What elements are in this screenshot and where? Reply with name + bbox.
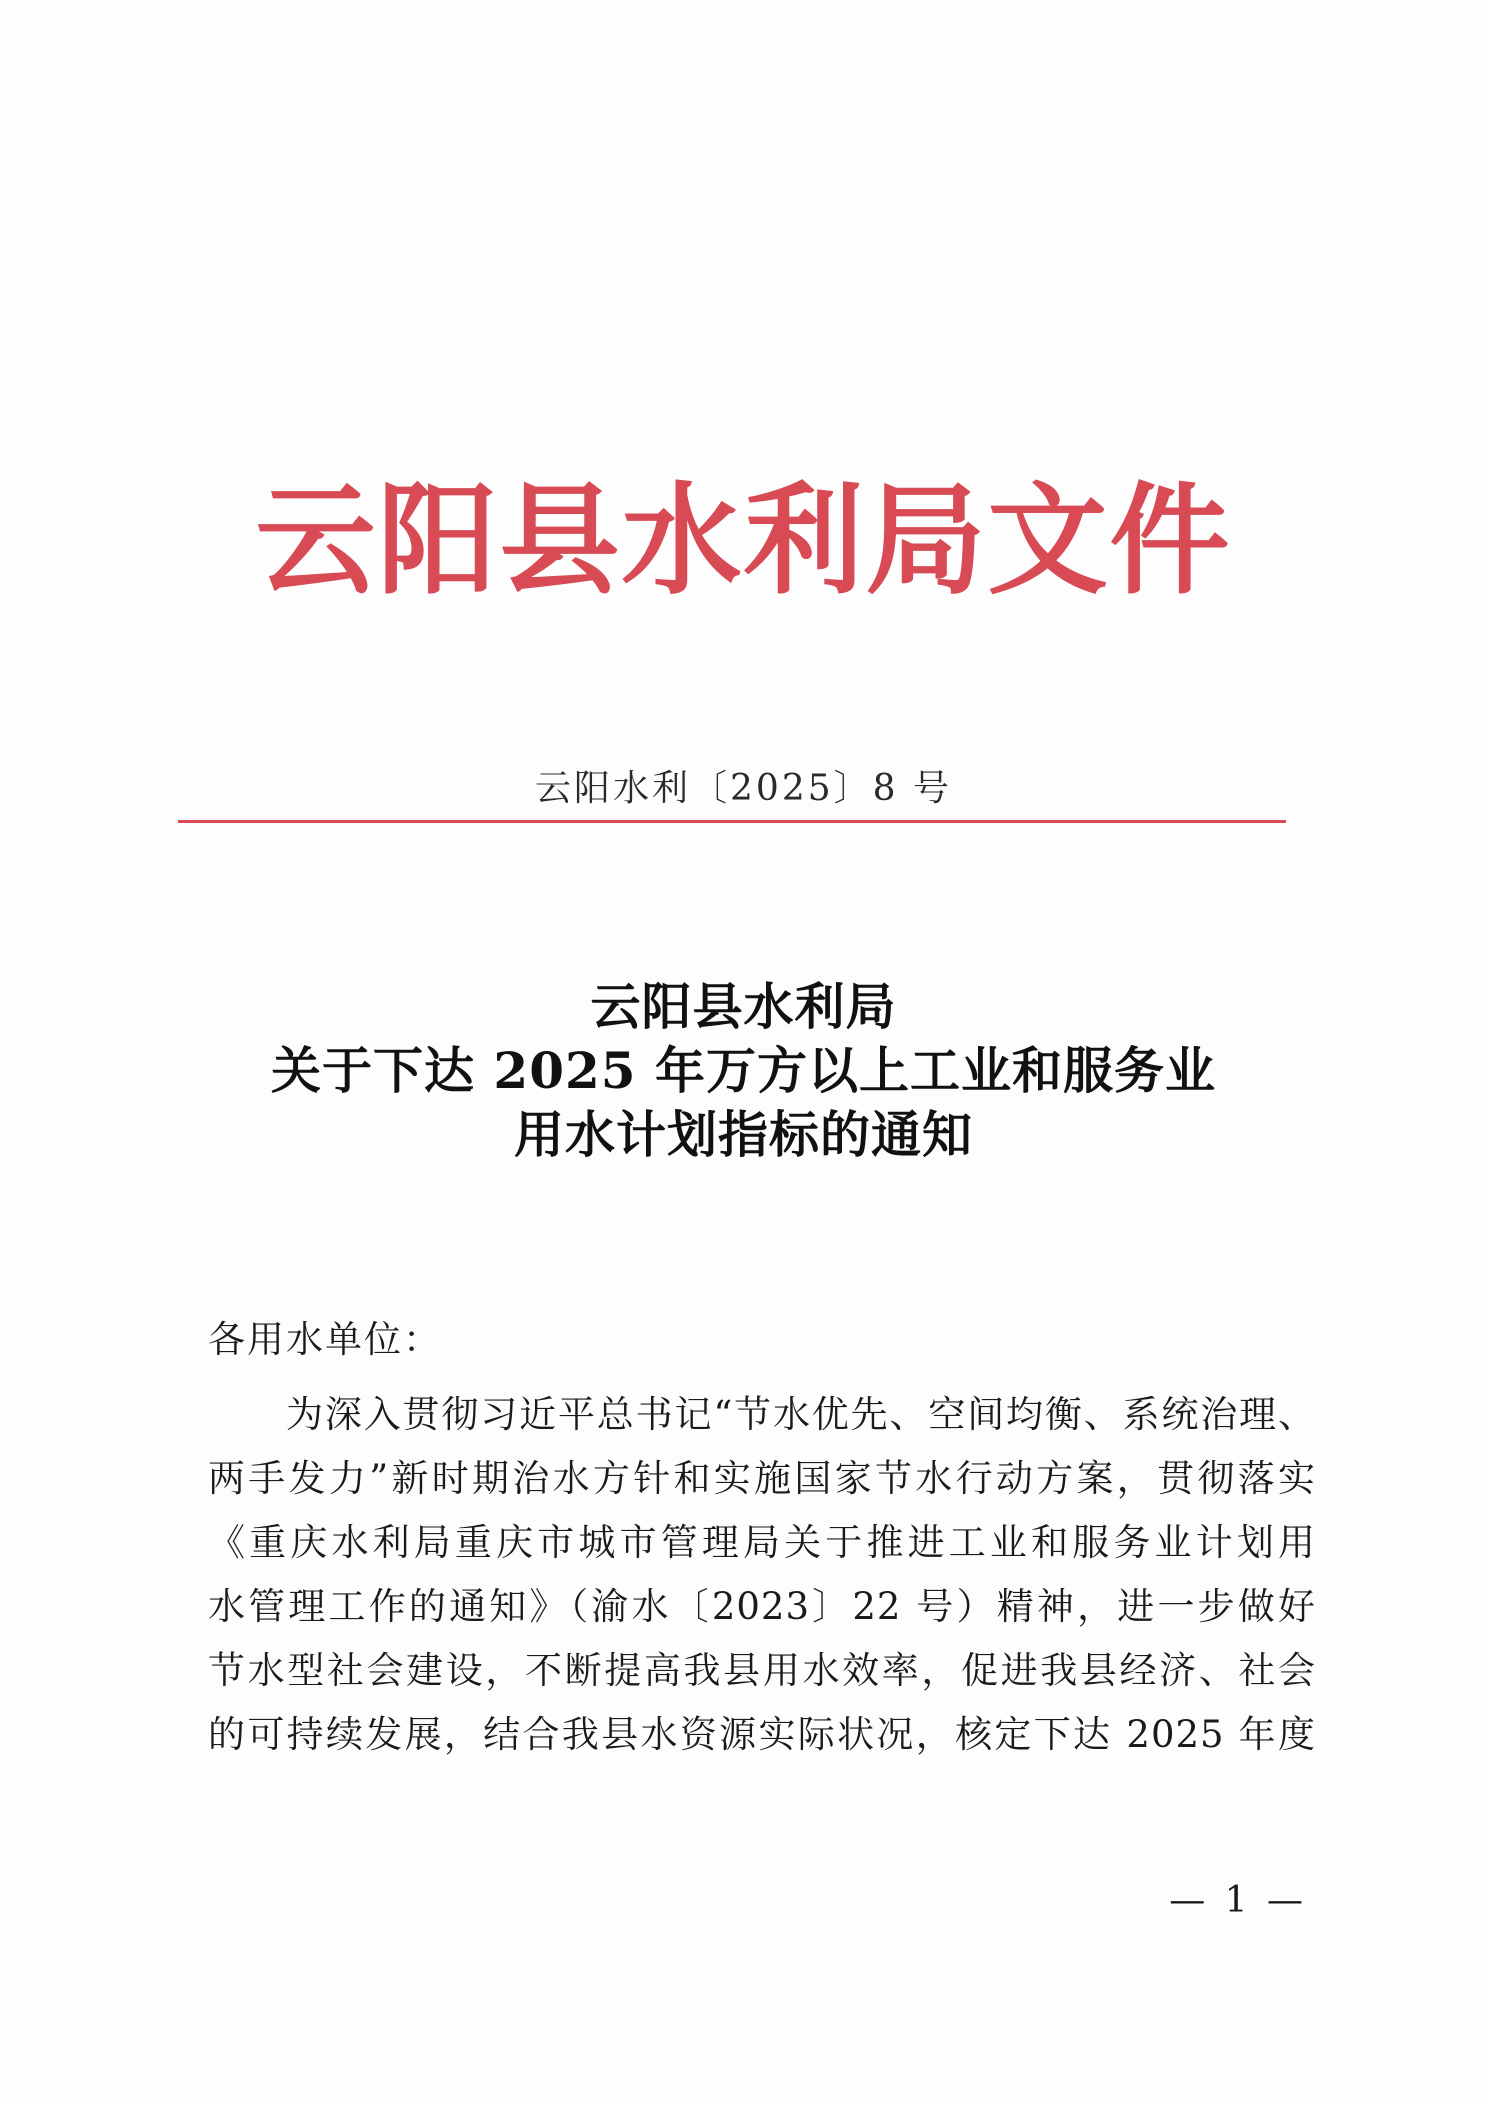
body-line-5: 节水型社会建设，不断提高我县用水效率，促进我县经济、社会 xyxy=(208,1649,1316,1692)
body-line-2: 两手发力”新时期治水方针和实施国家节水行动方案，贯彻落实 xyxy=(208,1457,1316,1500)
title-line-3: 用水计划指标的通知 xyxy=(514,1105,973,1164)
document-number: 云阳水利〔2025〕8 号 xyxy=(535,768,952,809)
salutation: 各用水单位： xyxy=(208,1318,442,1361)
body-line-6: 的可持续发展，结合我县水资源实际状况，核定下达 2025 年度 xyxy=(208,1713,1316,1756)
body-line-3: 《重庆水利局重庆市城市管理局关于推进工业和服务业计划用 xyxy=(208,1521,1316,1564)
red-divider-line xyxy=(178,820,1286,823)
page-number: — 1 — xyxy=(1169,1880,1307,1921)
title-line-1: 云阳县水利局 xyxy=(590,977,897,1036)
body-paragraph xyxy=(208,1383,1316,1767)
issuer-banner: 云阳县水利局文件 xyxy=(255,472,1232,611)
document-title xyxy=(0,975,1487,1167)
body-line-4: 水管理工作的通知》（渝水〔2023〕22 号）精神，进一步做好 xyxy=(208,1585,1316,1628)
body-line-1: 为深入贯彻习近平总书记“节水优先、空间均衡、系统治理、 xyxy=(286,1393,1316,1436)
title-line-2: 关于下达 2025 年万方以上工业和服务业 xyxy=(271,1041,1216,1100)
